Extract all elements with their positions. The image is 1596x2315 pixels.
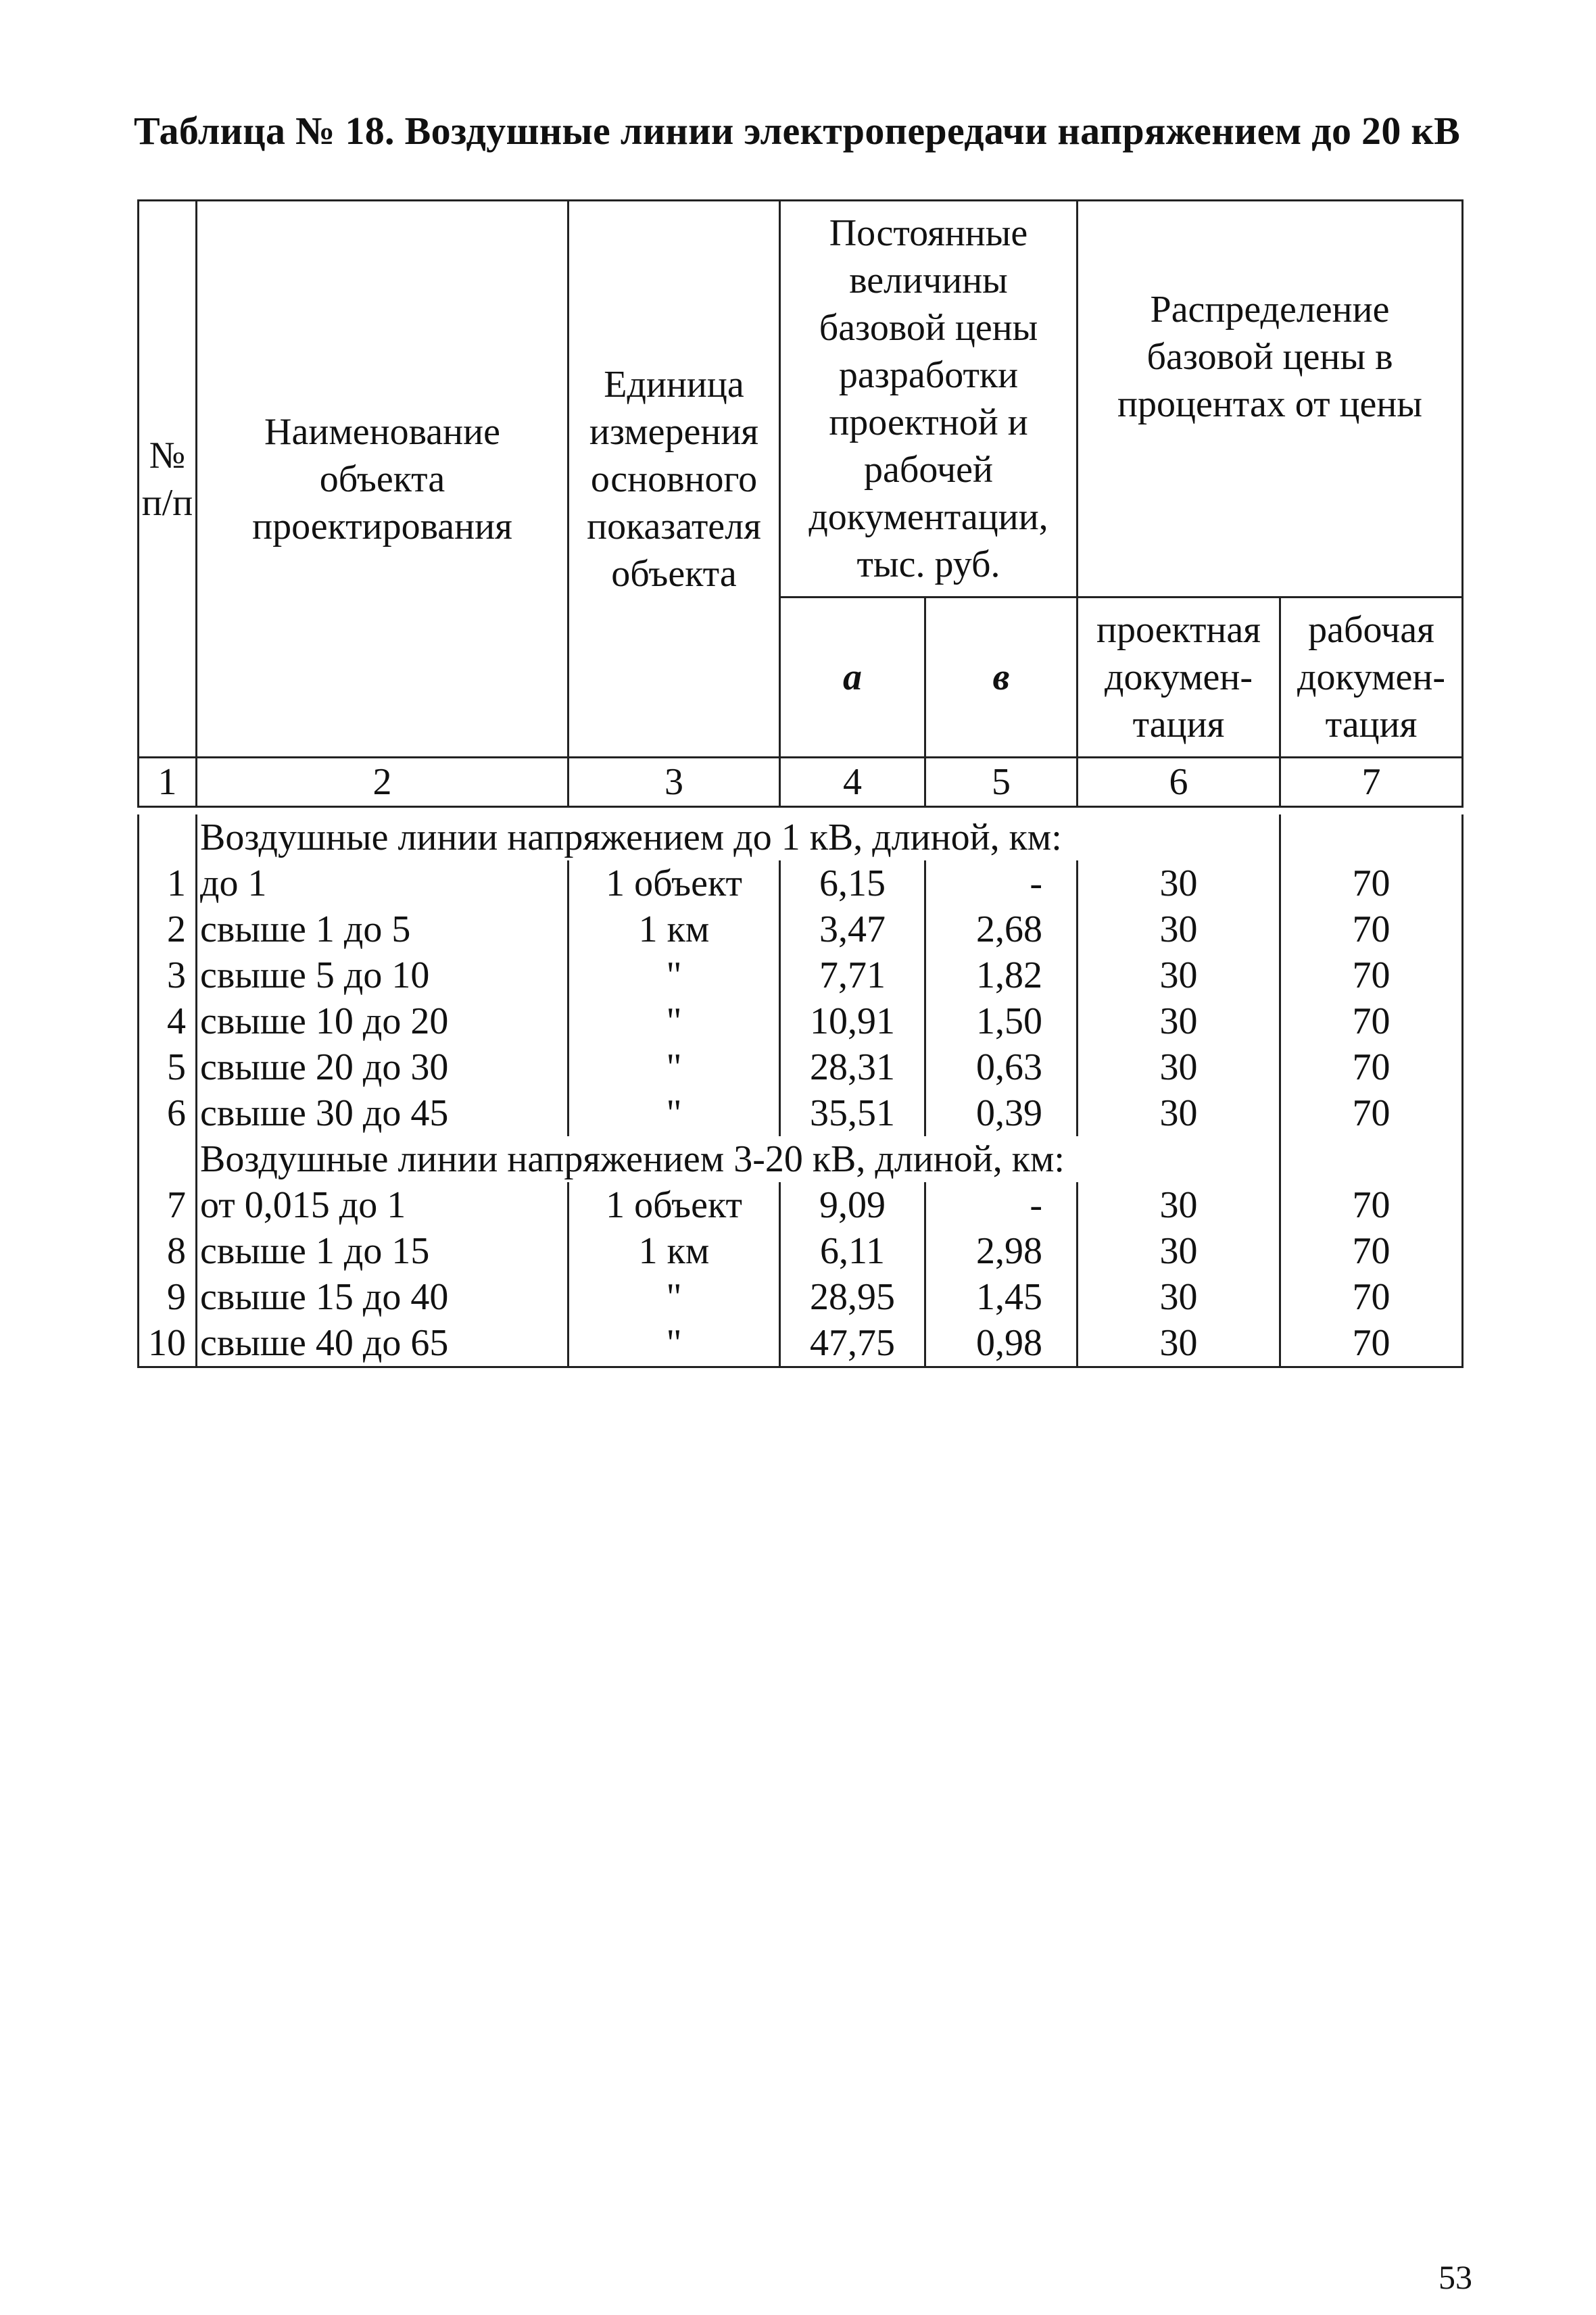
row-name: свыше 15 до 40 (197, 1274, 569, 1320)
row-value-a: 6,15 (780, 860, 925, 906)
section-heading-number-cell (139, 1136, 197, 1182)
row-project-percent: 30 (1078, 952, 1280, 998)
header-row-numbers (139, 758, 1463, 807)
section-heading-row (139, 814, 1463, 860)
table-body (139, 814, 1463, 1367)
row-project-percent: 30 (1078, 906, 1280, 952)
row-unit: 1 объект (569, 1182, 780, 1228)
section-heading-number-cell (139, 814, 197, 860)
table-row (139, 998, 1463, 1044)
row-working-percent: 70 (1280, 952, 1463, 998)
table-row (139, 1228, 1463, 1274)
row-value-a: 6,11 (780, 1228, 925, 1274)
page-number: 53 (1438, 2258, 1472, 2296)
row-name: свыше 30 до 45 (197, 1090, 569, 1136)
row-name: свыше 20 до 30 (197, 1044, 569, 1090)
col-number-3: 3 (569, 758, 780, 807)
row-project-percent: 30 (1078, 998, 1280, 1044)
section-heading: Воздушные линии напряжением 3-20 кВ, длиной, км: (197, 1136, 1280, 1182)
row-value-b: 1,45 (925, 1274, 1078, 1320)
row-number: 2 (139, 906, 197, 952)
row-project-percent: 30 (1078, 1320, 1280, 1367)
row-unit: 1 км (569, 1228, 780, 1274)
row-unit: " (569, 998, 780, 1044)
row-unit: " (569, 1320, 780, 1367)
table-row (139, 952, 1463, 998)
row-value-a: 7,71 (780, 952, 925, 998)
header-col-name: Наименование объекта проектирования (197, 201, 569, 758)
row-value-b: - (925, 860, 1078, 906)
section-heading-row (139, 1136, 1463, 1182)
header-col-unit: Единица измерения основного показателя объекта (569, 201, 780, 758)
row-value-b: - (925, 1182, 1078, 1228)
header-row-main (139, 201, 1463, 598)
header-sub-working: рабочая докумен- тация (1280, 598, 1463, 758)
data-table (137, 199, 1464, 1368)
section-heading-end-cell (1280, 814, 1463, 860)
table-row (139, 1090, 1463, 1136)
row-number: 6 (139, 1090, 197, 1136)
col-number-1: 1 (139, 758, 197, 807)
col-number-2: 2 (197, 758, 569, 807)
row-value-b: 2,98 (925, 1228, 1078, 1274)
row-unit: 1 объект (569, 860, 780, 906)
row-value-b: 0,39 (925, 1090, 1078, 1136)
row-unit: " (569, 1090, 780, 1136)
header-col-base-price: Постоянные величины базовой цены разработки проектной и рабочей документации, тыс. руб. (780, 201, 1078, 598)
section-heading-end-cell (1280, 1136, 1463, 1182)
row-value-b: 0,63 (925, 1044, 1078, 1090)
row-working-percent: 70 (1280, 1228, 1463, 1274)
row-value-a: 35,51 (780, 1090, 925, 1136)
row-working-percent: 70 (1280, 1274, 1463, 1320)
row-value-a: 28,95 (780, 1274, 925, 1320)
row-project-percent: 30 (1078, 1090, 1280, 1136)
col-number-6: 6 (1078, 758, 1280, 807)
table-row (139, 860, 1463, 906)
header-col-distribution: Распределение базовой цены в процентах от цены (1078, 201, 1463, 598)
row-number: 8 (139, 1228, 197, 1274)
row-value-a: 10,91 (780, 998, 925, 1044)
row-value-b: 1,82 (925, 952, 1078, 998)
col-number-5: 5 (925, 758, 1078, 807)
row-unit: " (569, 1044, 780, 1090)
row-value-a: 9,09 (780, 1182, 925, 1228)
header-sub-project: проектная докумен- тация (1078, 598, 1280, 758)
row-name: от 0,015 до 1 (197, 1182, 569, 1228)
table-title: Таблица № 18. Воздушные линии электропередачи напряжением до 20 кВ (134, 109, 1461, 153)
table-row (139, 1044, 1463, 1090)
row-name: свыше 40 до 65 (197, 1320, 569, 1367)
row-name: свыше 1 до 15 (197, 1228, 569, 1274)
row-name: до 1 (197, 860, 569, 906)
row-value-a: 28,31 (780, 1044, 925, 1090)
row-unit: " (569, 952, 780, 998)
row-value-b: 0,98 (925, 1320, 1078, 1367)
row-value-a: 47,75 (780, 1320, 925, 1367)
table-row (139, 1274, 1463, 1320)
row-number: 5 (139, 1044, 197, 1090)
header-sub-a: а (780, 598, 925, 758)
row-number: 7 (139, 1182, 197, 1228)
row-value-a: 3,47 (780, 906, 925, 952)
row-number: 9 (139, 1274, 197, 1320)
table-row (139, 1182, 1463, 1228)
row-number: 10 (139, 1320, 197, 1367)
col-number-4: 4 (780, 758, 925, 807)
row-project-percent: 30 (1078, 1182, 1280, 1228)
row-unit: " (569, 1274, 780, 1320)
row-project-percent: 30 (1078, 1274, 1280, 1320)
row-unit: 1 км (569, 906, 780, 952)
row-working-percent: 70 (1280, 1044, 1463, 1090)
row-name: свыше 5 до 10 (197, 952, 569, 998)
row-number: 1 (139, 860, 197, 906)
table-row (139, 1320, 1463, 1367)
row-value-b: 1,50 (925, 998, 1078, 1044)
row-working-percent: 70 (1280, 1320, 1463, 1367)
header-sub-b: в (925, 598, 1078, 758)
row-working-percent: 70 (1280, 906, 1463, 952)
row-working-percent: 70 (1280, 860, 1463, 906)
header-col-number: № п/п (139, 201, 197, 758)
row-working-percent: 70 (1280, 1182, 1463, 1228)
row-working-percent: 70 (1280, 998, 1463, 1044)
row-number: 3 (139, 952, 197, 998)
col-number-7: 7 (1280, 758, 1463, 807)
row-working-percent: 70 (1280, 1090, 1463, 1136)
row-project-percent: 30 (1078, 860, 1280, 906)
row-name: свыше 10 до 20 (197, 998, 569, 1044)
table-row (139, 906, 1463, 952)
section-heading: Воздушные линии напряжением до 1 кВ, длиной, км: (197, 814, 1280, 860)
row-project-percent: 30 (1078, 1044, 1280, 1090)
row-name: свыше 1 до 5 (197, 906, 569, 952)
row-project-percent: 30 (1078, 1228, 1280, 1274)
row-value-b: 2,68 (925, 906, 1078, 952)
row-number: 4 (139, 998, 197, 1044)
